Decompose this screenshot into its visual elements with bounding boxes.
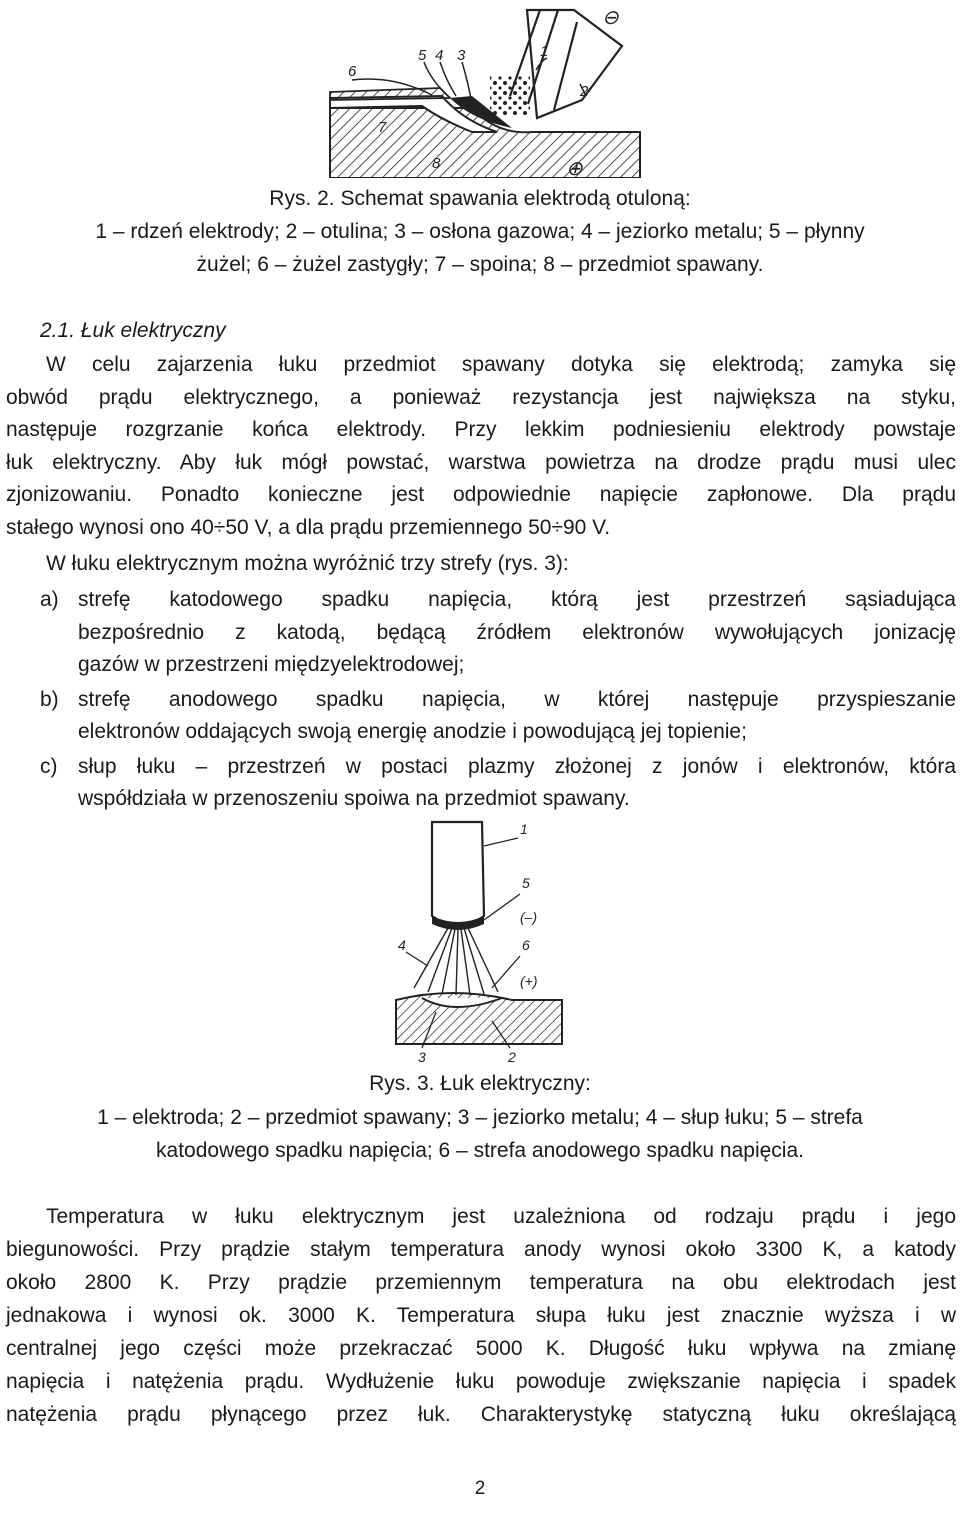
minus-icon: ⊖ bbox=[602, 7, 619, 29]
figure3-caption-line2: 1 – elektroda; 2 – przedmiot spawany; 3 – jeziorko metalu; 4 – słup łuku; 5 – strefa bbox=[97, 1106, 863, 1129]
list-item bbox=[6, 751, 956, 816]
fig1-label-1: 1 bbox=[540, 43, 549, 60]
zones-list bbox=[6, 584, 956, 816]
list-item-line: współdziała w przenoszeniu spoiwa na przedmiot spawany. bbox=[78, 787, 630, 810]
fig1-label-3: 3 bbox=[457, 47, 466, 64]
figure1-caption-line3: żużel; 6 – żużel zastygły; 7 – spoina; 8 – przedmiot spawany. bbox=[196, 253, 764, 276]
list-item-line: słup łuku – przestrzeń w postaci plazmy złożonej z jonów i elektronów, która bbox=[78, 754, 956, 778]
para3-line: Temperatura w łuku elektrycznym jest uzależniona od rodzaju prądu i jego bbox=[46, 1205, 956, 1228]
para3-line: biegunowości. Przy prądzie stałym temperatura anody wynosi około 3300 K, a katody bbox=[6, 1238, 956, 1261]
para3-line: natężenia prądu płynącego przez łuk. Charakterystykę statyczną łuku określającą bbox=[6, 1403, 956, 1426]
para3-line: napięcia i natężenia prądu. Wydłużenie łuku powoduje zwiększanie napięcia i spadek bbox=[6, 1370, 956, 1393]
list-marker: c) bbox=[40, 754, 58, 778]
list-item-line: gazów w przestrzeni międzyelektrodowej; bbox=[78, 653, 465, 676]
fig3-label-5: 5 bbox=[522, 875, 530, 891]
para3-line: około 2800 K. Przy prądzie przemiennym temperatura na obu elektrodach jest bbox=[6, 1271, 956, 1294]
para1-line: łuk elektryczny. Aby łuk mógł powstać, warstwa powietrza na drodze prądu musi ulec bbox=[6, 451, 956, 474]
fig3-label-6: 6 bbox=[522, 937, 530, 953]
para1-line: stałego wynosi ono 40÷50 V, a dla prądu przemiennego 50÷90 V. bbox=[6, 516, 611, 539]
fig3-label-3: 3 bbox=[418, 1049, 426, 1064]
fig1-label-8: 8 bbox=[432, 155, 441, 172]
list-marker: b) bbox=[40, 687, 59, 711]
fig1-label-2: 2 bbox=[580, 83, 589, 100]
para3-line: centralnej jego części może przekraczać 5000 K. Długość łuku wpływa na zmianę bbox=[6, 1337, 956, 1360]
list-item-line: bezpośrednio z katodą, będącą źródłem elektronów wywołujących jonizację bbox=[78, 620, 956, 644]
page-number: 2 bbox=[474, 1478, 486, 1499]
list-marker: a) bbox=[40, 588, 59, 611]
figure-welding-schematic bbox=[322, 0, 642, 178]
figure-electric-arc bbox=[392, 816, 568, 1064]
fig1-label-4: 4 bbox=[435, 47, 444, 64]
list-item-line: strefę anodowego spadku napięcia, w której następuje przyspieszanie bbox=[78, 687, 956, 711]
list-item bbox=[6, 684, 956, 749]
fig3-label-minus: (–) bbox=[520, 909, 538, 925]
list-item-line: strefę katodowego spadku napięcia, którą jest przestrzeń sąsiadująca bbox=[78, 588, 956, 611]
fig1-label-6: 6 bbox=[348, 63, 357, 80]
fig3-label-2: 2 bbox=[508, 1049, 516, 1064]
fig3-label-4: 4 bbox=[398, 937, 406, 953]
figure1-caption-line2: 1 – rdzeń elektrody; 2 – otulina; 3 – osłona gazowa; 4 – jeziorko metalu; 5 – płynny bbox=[95, 220, 865, 243]
paragraph-2: W łuku elektrycznym można wyróżnić trzy strefy (rys. 3): bbox=[46, 552, 569, 575]
figure1-caption-line1: Rys. 2. Schemat spawania elektrodą otuloną: bbox=[269, 187, 691, 210]
para3-line: jednakowa i wynosi ok. 3000 K. Temperatura słupa łuku jest znacznie wyższa i w bbox=[6, 1304, 956, 1327]
figure3-caption-line3: katodowego spadku napięcia; 6 – strefa anodowego spadku napięcia. bbox=[156, 1139, 804, 1162]
section-heading: 2.1. Łuk elektryczny bbox=[40, 319, 226, 342]
para1-line: obwód prądu elektrycznego, a ponieważ rezystancja jest największa na styku, bbox=[6, 386, 956, 409]
para1-line: W celu zajarzenia łuku przedmiot spawany dotyka się elektrodą; zamyka się bbox=[46, 353, 956, 376]
figure3-caption-line1: Rys. 3. Łuk elektryczny: bbox=[369, 1072, 591, 1095]
plus-icon: ⊕ bbox=[566, 158, 583, 178]
para1-line: następuje rozgrzanie końca elektrody. Przy lekkim podniesieniu elektrody powstaje bbox=[6, 418, 956, 441]
fig1-label-5: 5 bbox=[418, 47, 427, 64]
list-item-line: elektronów oddających swoją energię anodzie i powodującą jej topienie; bbox=[78, 720, 747, 743]
para1-line: zjonizowaniu. Ponadto konieczne jest odpowiednie napięcie zapłonowe. Dla prądu bbox=[6, 483, 956, 506]
fig3-label-1: 1 bbox=[520, 821, 528, 837]
fig1-label-7: 7 bbox=[378, 119, 387, 136]
list-item bbox=[6, 584, 956, 682]
fig3-label-plus: (+) bbox=[520, 973, 538, 989]
